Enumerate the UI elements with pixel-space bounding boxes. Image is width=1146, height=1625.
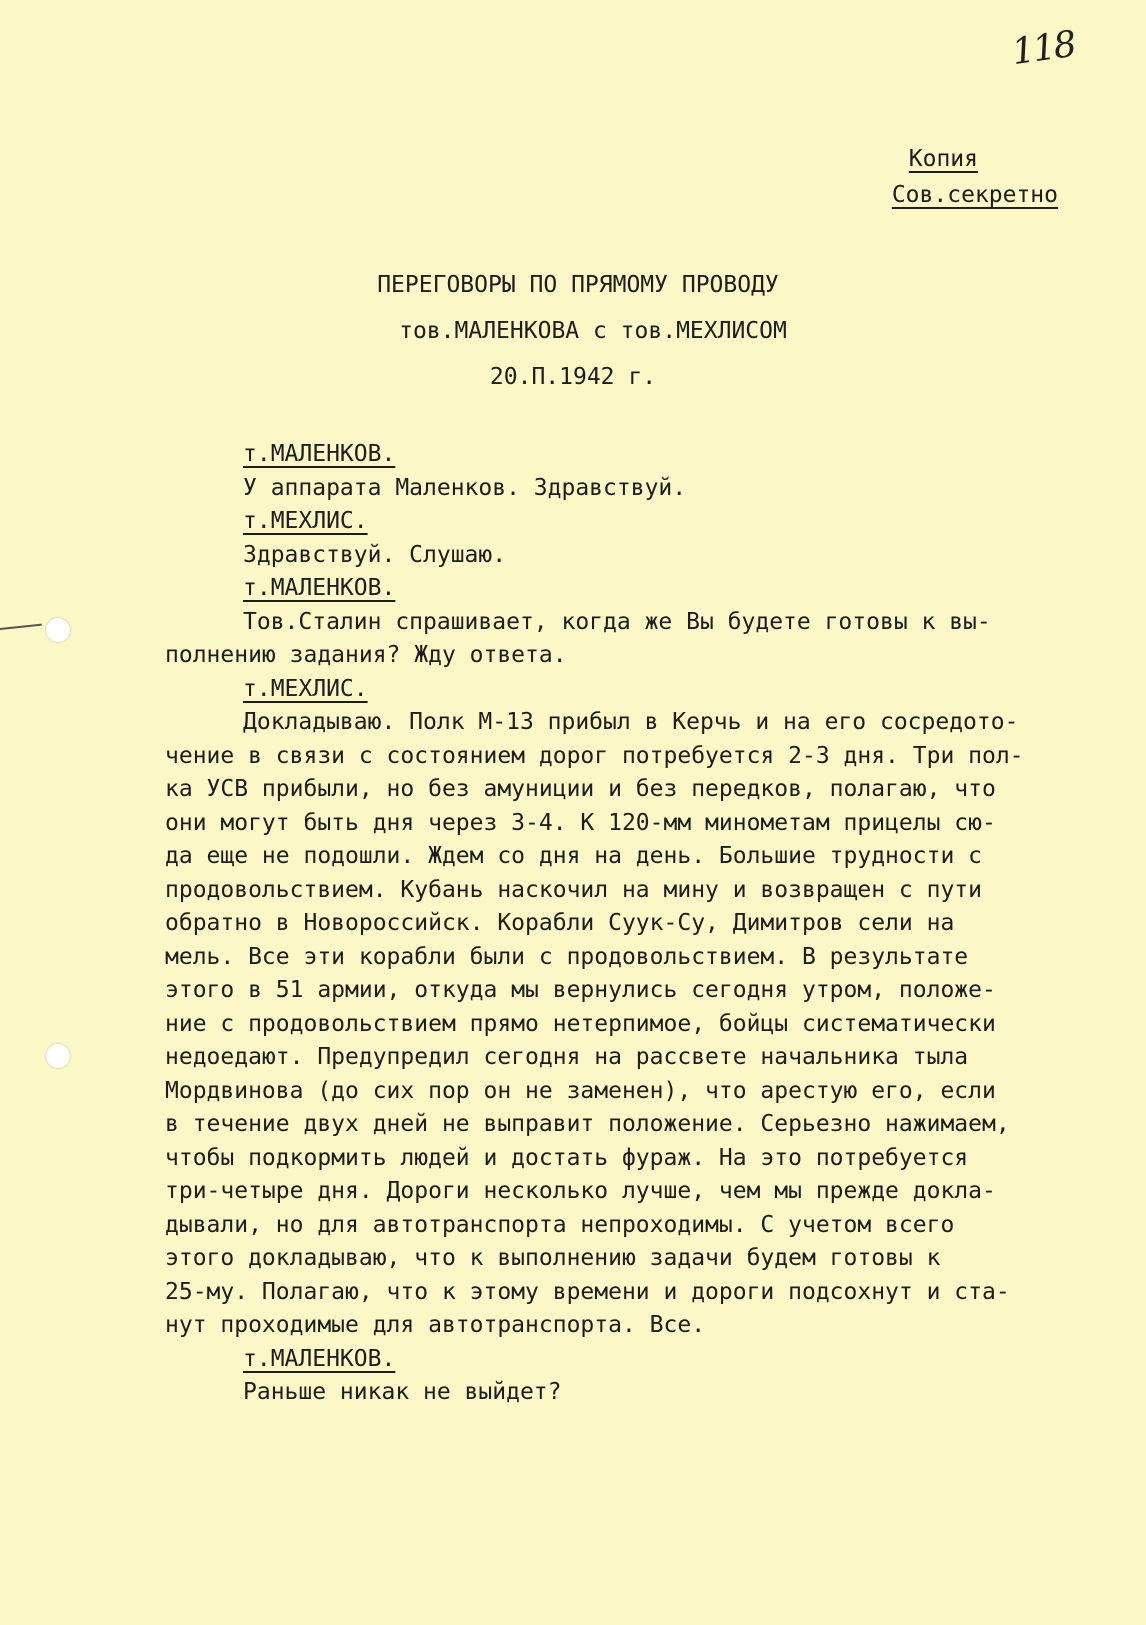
dialogue-line: У аппарата Маленков. Здравствуй. bbox=[243, 474, 687, 501]
dialogue-line: продовольствием. Кубань наскочил на мину и возвращен с пути bbox=[165, 876, 982, 903]
dialogue-line: ние с продовольствием прямо нетерпимое, бойцы систематически bbox=[165, 1010, 996, 1037]
dialogue-body bbox=[165, 438, 1105, 1410]
dialogue-line: в течение двух дней не выправит положение. Серьезно нажимаем, bbox=[165, 1111, 1010, 1137]
dialogue-line: Мордвинова (до сих пор он не заменен), что арестую его, если bbox=[165, 1077, 996, 1104]
document-title bbox=[0, 262, 1146, 400]
speaker-name: т.МАЛЕНКОВ. bbox=[243, 1345, 396, 1372]
title-participants: тов.МАЛЕНКОВА с тов.МЕХЛИСОМ bbox=[399, 318, 787, 344]
speaker-name: т.МЕХЛИС. bbox=[243, 508, 368, 534]
margin-pen-mark bbox=[0, 624, 42, 630]
dialogue-line: три-четыре дня. Дороги несколько лучше, чем мы прежде докла- bbox=[165, 1178, 996, 1204]
dialogue-line: нут проходимые для автотранспорта. Все. bbox=[165, 1312, 706, 1338]
dialogue-line: дывали, но для автотранспорта непроходимы. С учетом всего bbox=[165, 1211, 955, 1238]
dialogue-line: чтобы подкормить людей и достать фураж. На это потребуется bbox=[165, 1144, 969, 1171]
title-line: ПЕРЕГОВОРЫ ПО ПРЯМОМУ ПРОВОДУ bbox=[377, 272, 779, 298]
classification-mark bbox=[892, 176, 1058, 214]
speaker-name: т.МАЛЕНКОВ. bbox=[243, 575, 396, 601]
punch-hole bbox=[46, 1044, 70, 1068]
dialogue-line: Докладываю. Полк М-13 прибыл в Керчь и на его сосредото- bbox=[243, 709, 1019, 735]
dialogue-line: они могут быть дня через 3-4. К 120-мм минометам прицелы сю- bbox=[165, 809, 996, 836]
speaker-name: т.МЕХЛИС. bbox=[243, 675, 368, 702]
dialogue-line: недоедают. Предупредил сегодня на рассвете начальника тыла bbox=[165, 1044, 969, 1070]
dialogue-line: ка УСВ прибыли, но без амуниции и без передков, полагаю, что bbox=[165, 776, 996, 802]
dialogue-line: этого докладываю, что к выполнению задачи будем готовы к bbox=[165, 1245, 941, 1271]
dialogue-line: Здравствуй. Слушаю. bbox=[243, 541, 507, 568]
dialogue-line: обратно в Новороссийск. Корабли Суук-Су, Димитров сели на bbox=[165, 910, 955, 936]
speaker-name: т.МАЛЕНКОВ. bbox=[243, 441, 396, 467]
dialogue-line: Раньше никак не выйдет? bbox=[243, 1379, 562, 1405]
dialogue-line: этого в 51 армии, откуда мы вернулись сегодня утром, положе- bbox=[165, 977, 996, 1003]
title-date: 20.П.1942 г. bbox=[489, 364, 657, 390]
dialogue-line: да еще не подошли. Ждем со дня на день. Большие трудности с bbox=[165, 843, 982, 869]
page-number: 118 bbox=[1009, 23, 1078, 74]
copy-mark bbox=[909, 140, 978, 178]
dialogue-line: 25-му. Полагаю, что к этому времени и дороги подсохнут и ста- bbox=[165, 1278, 1010, 1305]
dialogue-line: мель. Все эти корабли были с продовольствием. В результате bbox=[165, 943, 969, 970]
copy-label: Копия bbox=[908, 146, 978, 172]
dialogue-line: полнению задания? Жду ответа. bbox=[165, 642, 567, 668]
dialogue-line: чение в связи с состоянием дорог потребуется 2-3 дня. Три пол- bbox=[165, 742, 1024, 769]
punch-hole bbox=[46, 618, 70, 642]
dialogue-line: Тов.Сталин спрашивает, когда же Вы будете готовы к вы- bbox=[243, 608, 991, 635]
classification-label: Сов.секретно bbox=[891, 182, 1058, 208]
